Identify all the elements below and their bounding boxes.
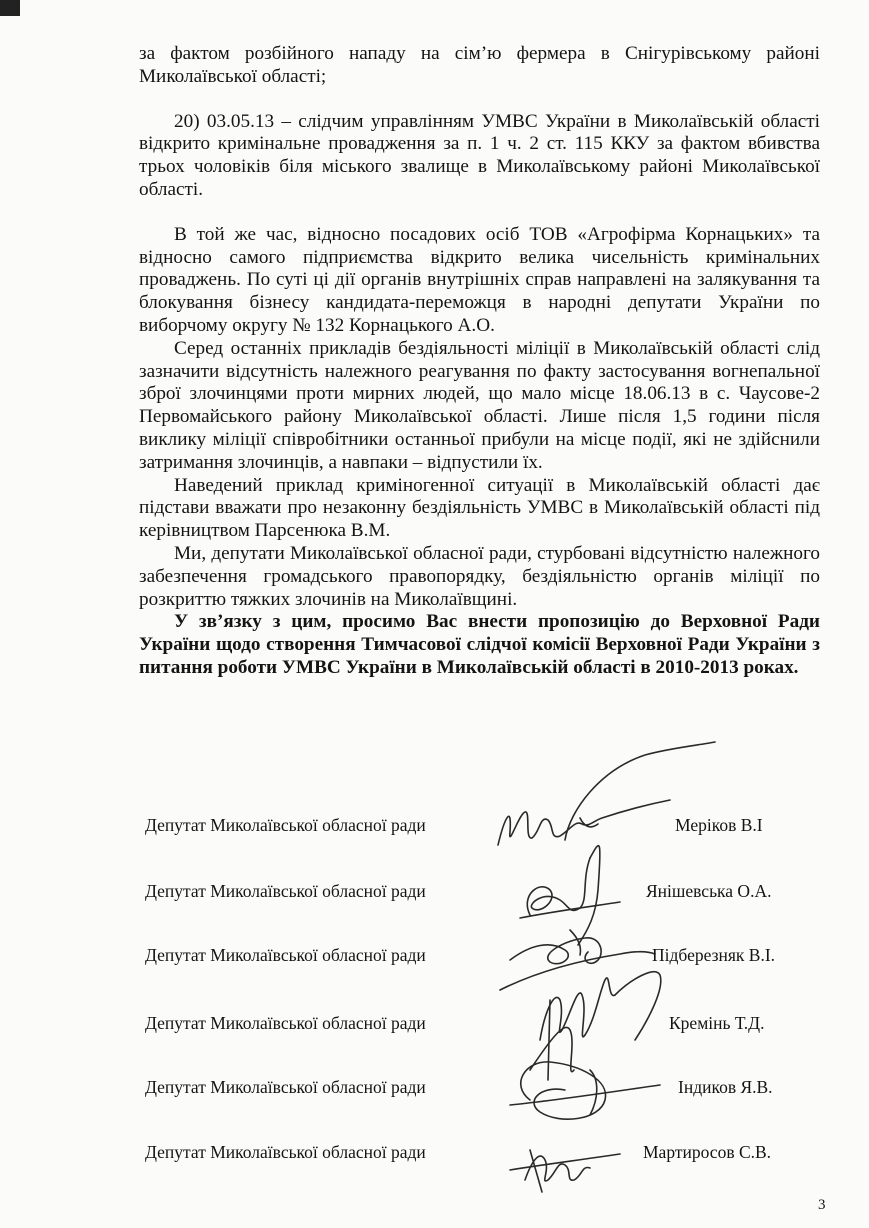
signature-row [145,1142,825,1168]
paragraph-deputies-concern: Ми, депутати Миколаївської обласної ради, стурбовані відсутністю належного забезпечення громадського правопорядку, бездіяльністю органів міліції по розкриттю тяжких злочинів на Миколаївщині. [139,542,820,610]
signatory-name: Мартиросов С.В. [643,1142,772,1162]
signatory-name: Підберезняк В.І. [652,945,776,965]
signatory-title: Депутат Миколаївської обласної ради [145,945,426,965]
scan-corner-mark [0,0,20,16]
signatory-title: Депутат Миколаївської обласної ради [145,1142,426,1162]
signatory-name: Кремінь Т.Д. [669,1013,765,1033]
signature-row [145,1077,825,1103]
signature-row [145,881,825,907]
signatory-title: Депутат Миколаївської обласної ради [145,1013,426,1033]
paragraph-agrofirm: В той же час, відносно посадових осіб ТОВ «Агрофірма Корнацьких» та відносно самого підприємства відкрито велика чисельність кримінальних проваджень. По суті ці дії органів внутрішніх справ направлені на залякування та блокування бізнесу кандидата-переможця в народні депутати України по виборчому округу № 132 Корнацького А.О. [139,223,820,336]
letter-body [139,43,820,680]
signatory-title: Депутат Миколаївської обласної ради [145,815,426,835]
paragraph-request: У зв’язку з цим, просимо Вас внести пропозицію до Верховної Ради України щодо створення Тимчасової слідчої комісії Верховної Ради України з питання роботи УМВС України в Миколаївській області в 2010-2013 роках. [139,611,820,678]
signatory-title: Депутат Миколаївської обласної ради [145,1077,426,1097]
signatory-name: Меріков В.І [675,815,763,835]
signatory-name: Янішевська О.А. [646,881,772,901]
signature-row [145,815,825,841]
paragraph-inaction-example: Серед останніх прикладів бездіяльності міліції в Миколаївській області слід зазначити відсутність належного реагування по факту застосування вогнепальної зброї злочинцями проти мирних людей, що мало місце 18.06.13 в с. Чаусове-2 Первомайського району Миколаївської області. Лише після 1,5 години після виклику міліції співробітники останньої прибули на місце події, які не здійснили затримання злочинців, а навпаки – відпустили їх. [139,337,820,473]
paragraph-item-20: 20) 03.05.13 – слідчим управлінням УМВС України в Миколаївській області відкрито кримінальне провадження за п. 1 ч. 2 ст. 115 ККУ за фактом вбивства трьох чоловіків біля міського звалище в Миколаївському районі Миколаївської області. [139,110,820,200]
page-number: 3 [818,1197,826,1213]
signature-row [145,1013,825,1039]
paragraph-criminogenic: Наведений приклад криміногенної ситуації в Миколаївській області дає підстави вважати про незаконну бездіяльність УМВС в Миколаївській області під керівництвом Парсенюка В.М. [139,474,820,542]
paragraph-continuation: за фактом розбійного нападу на сім’ю фермера в Снігурівському районі Миколаївської області; [139,43,820,87]
signatory-name: Індиков Я.В. [678,1077,773,1097]
signature-row [145,945,825,971]
signatory-title: Депутат Миколаївської обласної ради [145,881,426,901]
